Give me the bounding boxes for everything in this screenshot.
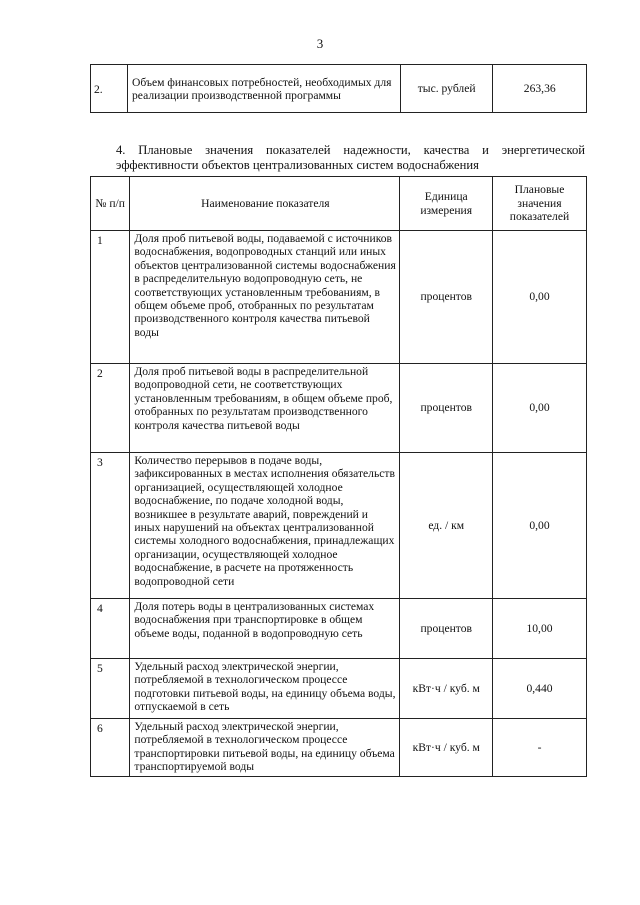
- row-name: Количество перерывов в подаче воды, зафиксированных в местах исполнения обязательств организацией, осуществляющей холодное водоснабжение, по подаче холодной воды, возникшее в результате аварий, повреждений и иных нарушений на объектах централизованной системы холодного водоснабжения, принадлежащих организации, осуществляющей холодное водоснабжение, в расчете на протяженность водопроводной сети: [130, 453, 400, 599]
- header-num: № п/п: [91, 177, 130, 231]
- row-name: Доля проб питьевой воды, подаваемой с источников водоснабжения, водопроводных станций или иных объектов централизованной системы водоснабжения в распределительную водопроводную сеть, не соответствующих установленным требованиям, в общем объеме проб, отобранных по результатам производственного контроля качества питьевой воды: [130, 231, 400, 364]
- row-unit: процентов: [400, 364, 493, 453]
- table-row: [91, 599, 587, 659]
- header-value: Плановые значения показателей: [493, 177, 587, 231]
- row-value: 0,440: [493, 659, 587, 719]
- row-name: Объем финансовых потребностей, необходимых для реализации производственной программы: [128, 65, 401, 113]
- row-name: Удельный расход электрической энергии, потребляемой в технологическом процессе транспортировки питьевой воды, на единицу объема транспортируемой воды: [130, 719, 400, 777]
- header-unit: Единица измерения: [400, 177, 493, 231]
- row-unit: кВт·ч / куб. м: [400, 719, 493, 777]
- row-number: 6: [91, 719, 130, 777]
- row-value: -: [493, 719, 587, 777]
- row-value: 0,00: [493, 364, 587, 453]
- table-header-row: [91, 177, 587, 231]
- row-value: 263,36: [493, 65, 587, 113]
- table-row: [91, 659, 587, 719]
- row-value: 0,00: [493, 453, 587, 599]
- header-name: Наименование показателя: [130, 177, 400, 231]
- row-number: 1: [91, 231, 130, 364]
- row-unit: процентов: [400, 599, 493, 659]
- indicators-table: [90, 176, 587, 777]
- table-row: [91, 453, 587, 599]
- row-unit: кВт·ч / куб. м: [400, 659, 493, 719]
- table-row: [91, 719, 587, 777]
- row-value: 0,00: [493, 231, 587, 364]
- section-heading: [90, 143, 585, 172]
- row-value: 10,00: [493, 599, 587, 659]
- row-unit: процентов: [400, 231, 493, 364]
- row-number: 2: [91, 364, 130, 453]
- row-name: Доля потерь воды в централизованных системах водоснабжения при транспортировке в общем объеме воды, поданной в водопроводную сеть: [130, 599, 400, 659]
- row-name: Доля проб питьевой воды в распределительной водопроводной сети, не соответствующих установленным требованиям, в общем объеме проб, отобранных по результатам производственного контроля качества питьевой воды: [130, 364, 400, 453]
- table-row: [91, 231, 587, 364]
- table-row: [91, 65, 587, 113]
- table-row: [91, 364, 587, 453]
- row-number: 3: [91, 453, 130, 599]
- page-number: 3: [316, 36, 324, 51]
- row-unit: ед. / км: [400, 453, 493, 599]
- row-number: 5: [91, 659, 130, 719]
- row-unit: тыс. рублей: [400, 65, 493, 113]
- row-number: 2.: [91, 65, 128, 113]
- row-name: Удельный расход электрической энергии, потребляемой в технологическом процессе подготовки питьевой воды, на единицу объема воды, отпускаемой в сеть: [130, 659, 400, 719]
- financial-needs-table: [90, 64, 587, 113]
- row-number: 4: [91, 599, 130, 659]
- section-heading-text: 4. Плановые значения показателей надежности, качества и энергетической эффективности объектов централизованных систем водоснабжения: [116, 143, 585, 172]
